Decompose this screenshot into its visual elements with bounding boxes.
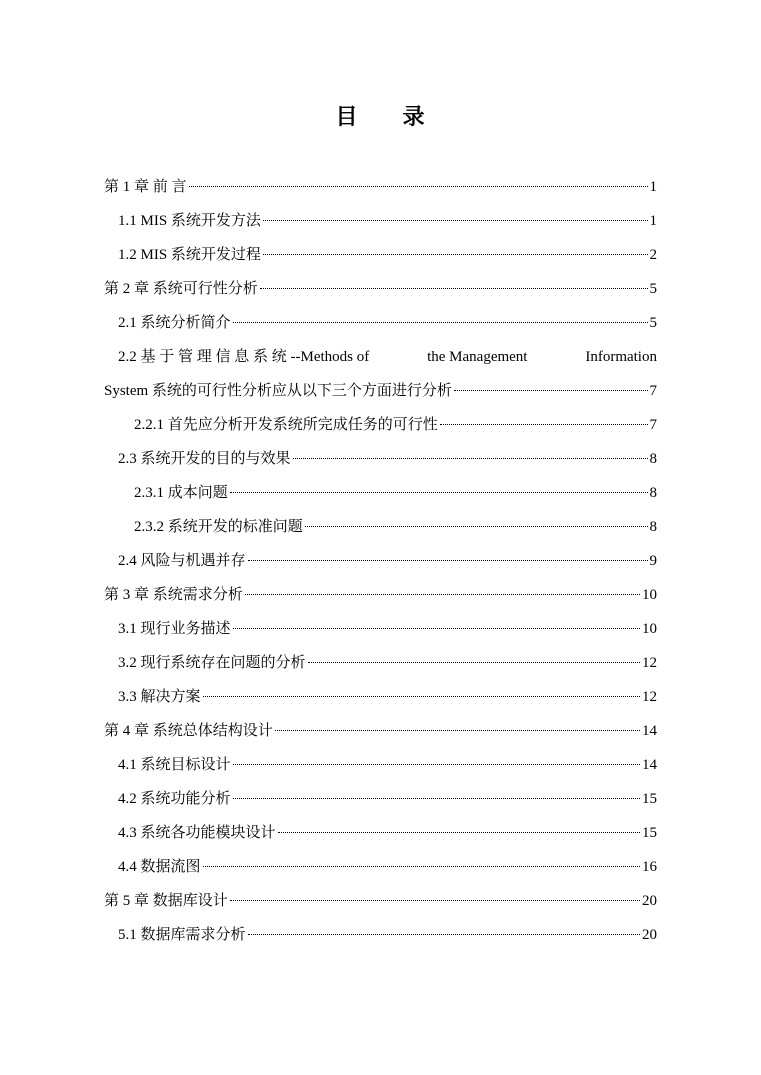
toc-entry-2-4[interactable] xyxy=(104,544,657,578)
toc-entry-2-1[interactable] xyxy=(104,306,657,340)
toc-entry-page: 20 xyxy=(642,927,657,943)
toc-entry-page: 1 xyxy=(649,213,657,229)
toc-entry-5-1[interactable] xyxy=(104,918,657,952)
toc-entry-page: 2 xyxy=(649,247,657,263)
toc-entry-2-2-line2[interactable] xyxy=(104,374,657,408)
toc-entry-page: 15 xyxy=(642,825,657,841)
toc-entry-3-1[interactable] xyxy=(104,612,657,646)
toc-entry-page: 14 xyxy=(642,723,657,739)
toc-entry-3-3[interactable] xyxy=(104,680,657,714)
toc-entry-3-2[interactable] xyxy=(104,646,657,680)
dot-leader xyxy=(233,797,640,799)
toc-entry-page: 5 xyxy=(649,315,657,331)
toc-entry-label: 4.4 数据流图 xyxy=(118,859,201,875)
dot-leader xyxy=(230,491,648,493)
toc-entry-label: 2.4 风险与机遇并存 xyxy=(118,553,246,569)
dot-leader xyxy=(308,661,640,663)
dot-leader xyxy=(260,287,648,289)
toc-entry-label: 2.3.2 系统开发的标准问题 xyxy=(134,519,303,535)
toc-entry-label: 3.1 现行业务描述 xyxy=(118,621,231,637)
toc-entry-ch2[interactable] xyxy=(104,272,657,306)
title-char-2: 录 xyxy=(402,105,426,130)
toc-entry-page: 7 xyxy=(649,383,657,399)
toc-entry-page: 1 xyxy=(649,179,657,195)
toc-entry-label: 第 4 章 系统总体结构设计 xyxy=(104,723,273,739)
dot-leader xyxy=(203,865,640,867)
toc-entry-label: 2.3.1 成本问题 xyxy=(134,485,228,501)
toc-entry-label-part: Information xyxy=(585,349,657,365)
dot-leader xyxy=(233,321,648,323)
toc-entry-label: 第 5 章 数据库设计 xyxy=(104,893,228,909)
toc-entry-label-part: 2.2 基 于 管 理 信 息 系 统 --Methods of xyxy=(118,349,370,365)
toc-entry-page: 7 xyxy=(649,417,657,433)
toc-entry-label: 1.2 MIS 系统开发过程 xyxy=(118,247,261,263)
toc-entry-page: 8 xyxy=(649,519,657,535)
dot-leader xyxy=(230,899,640,901)
toc-entry-label: 第 2 章 系统可行性分析 xyxy=(104,281,258,297)
toc-entry-page: 10 xyxy=(642,621,657,637)
toc-entry-2-3-1[interactable] xyxy=(104,476,657,510)
toc-entry-4-3[interactable] xyxy=(104,816,657,850)
dot-leader xyxy=(263,219,648,221)
dot-leader xyxy=(248,933,640,935)
toc-entry-label: 4.3 系统各功能模块设计 xyxy=(118,825,276,841)
toc-entry-label: 4.1 系统目标设计 xyxy=(118,757,231,773)
toc-entry-page: 16 xyxy=(642,859,657,875)
table-of-contents xyxy=(104,170,657,952)
toc-entry-4-1[interactable] xyxy=(104,748,657,782)
toc-entry-label: 2.2.1 首先应分析开发系统所完成任务的可行性 xyxy=(134,417,438,433)
toc-entry-label: System 系统的可行性分析应从以下三个方面进行分析 xyxy=(104,383,452,399)
dot-leader xyxy=(233,627,640,629)
toc-entry-label: 第 3 章 系统需求分析 xyxy=(104,587,243,603)
toc-entry-1-1[interactable] xyxy=(104,204,657,238)
dot-leader xyxy=(305,525,648,527)
dot-leader xyxy=(275,729,640,731)
toc-entry-label: 5.1 数据库需求分析 xyxy=(118,927,246,943)
toc-entry-page: 14 xyxy=(642,757,657,773)
dot-leader xyxy=(440,423,648,425)
dot-leader xyxy=(189,185,648,187)
toc-entry-label: 2.1 系统分析简介 xyxy=(118,315,231,331)
toc-entry-label-part: the Management xyxy=(427,349,528,365)
toc-entry-page: 9 xyxy=(649,553,657,569)
toc-entry-2-2-line1[interactable] xyxy=(104,340,657,374)
toc-entry-ch1[interactable] xyxy=(104,170,657,204)
toc-entry-2-3-2[interactable] xyxy=(104,510,657,544)
dot-leader xyxy=(454,389,648,391)
dot-leader xyxy=(263,253,648,255)
toc-entry-page: 5 xyxy=(649,281,657,297)
toc-entry-page: 10 xyxy=(642,587,657,603)
dot-leader xyxy=(203,695,640,697)
toc-entry-page: 8 xyxy=(649,485,657,501)
toc-entry-label: 3.3 解决方案 xyxy=(118,689,201,705)
toc-entry-4-2[interactable] xyxy=(104,782,657,816)
dot-leader xyxy=(245,593,640,595)
toc-entry-page: 15 xyxy=(642,791,657,807)
toc-entry-ch5[interactable] xyxy=(104,884,657,918)
toc-entry-label: 1.1 MIS 系统开发方法 xyxy=(118,213,261,229)
toc-entry-4-4[interactable] xyxy=(104,850,657,884)
title-char-1: 目 xyxy=(335,105,359,130)
toc-entry-label: 2.3 系统开发的目的与效果 xyxy=(118,451,291,467)
toc-entry-label: 第 1 章 前 言 xyxy=(104,179,187,195)
toc-entry-2-3[interactable] xyxy=(104,442,657,476)
dot-leader xyxy=(233,763,640,765)
toc-entry-ch4[interactable] xyxy=(104,714,657,748)
toc-entry-page: 12 xyxy=(642,689,657,705)
toc-entry-2-2-1[interactable] xyxy=(104,408,657,442)
toc-entry-1-2[interactable] xyxy=(104,238,657,272)
dot-leader xyxy=(248,559,648,561)
toc-entry-label: 4.2 系统功能分析 xyxy=(118,791,231,807)
dot-leader xyxy=(293,457,648,459)
dot-leader xyxy=(278,831,640,833)
toc-entry-ch3[interactable] xyxy=(104,578,657,612)
toc-entry-page: 20 xyxy=(642,893,657,909)
toc-entry-label: 3.2 现行系统存在问题的分析 xyxy=(118,655,306,671)
page-title xyxy=(0,100,761,131)
toc-entry-page: 8 xyxy=(649,451,657,467)
toc-entry-page: 12 xyxy=(642,655,657,671)
